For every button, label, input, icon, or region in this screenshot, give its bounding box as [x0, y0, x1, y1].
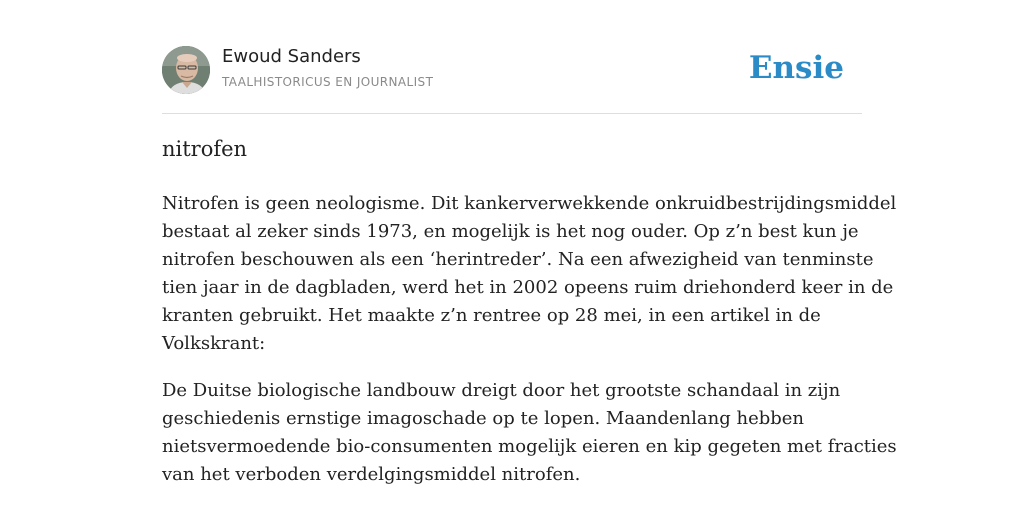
author-header [162, 0, 862, 114]
paragraph-line: kranten gebruikt. Het maakte z’n rentree op 28 mei, in een artikel in de [162, 305, 821, 326]
paragraph-line: bestaat al zeker sinds 1973, en mogelijk is het nog ouder. Op z’n best kun je [162, 221, 859, 242]
author-name[interactable]: Ewoud Sanders [222, 46, 361, 67]
article-title: nitrofen [162, 137, 248, 161]
paragraph-line: van het verboden verdelgingsmiddel nitrofen. [162, 464, 581, 485]
paragraph-line: Volkskrant: [162, 333, 266, 354]
paragraph-line: Nitrofen is geen neologisme. Dit kankerverwekkende onkruidbestrijdingsmiddel [162, 193, 897, 214]
ensie-logo[interactable]: Ensie [748, 50, 844, 86]
paragraph-line: nitrofen beschouwen als een ‘herintreder’. Na een afwezigheid van tenminste [162, 249, 874, 270]
paragraph-line: nietsvermoedende bio-consumenten mogelijk eieren en kip gegeten met fracties [162, 436, 897, 457]
article-paragraph [162, 190, 897, 358]
paragraph-line: De Duitse biologische landbouw dreigt door het grootste schandaal in zijn [162, 380, 841, 401]
article-page [162, 0, 897, 485]
author-role: TAALHISTORICUS EN JOURNALIST [222, 75, 434, 89]
article-quote-paragraph [162, 377, 897, 489]
paragraph-line: tien jaar in de dagbladen, werd het in 2002 opeens ruim driehonderd keer in de [162, 277, 894, 298]
paragraph-line: geschiedenis ernstige imagoschade op te lopen. Maandenlang hebben [162, 408, 805, 429]
author-portrait-icon [162, 46, 210, 94]
author-avatar[interactable] [162, 46, 210, 94]
